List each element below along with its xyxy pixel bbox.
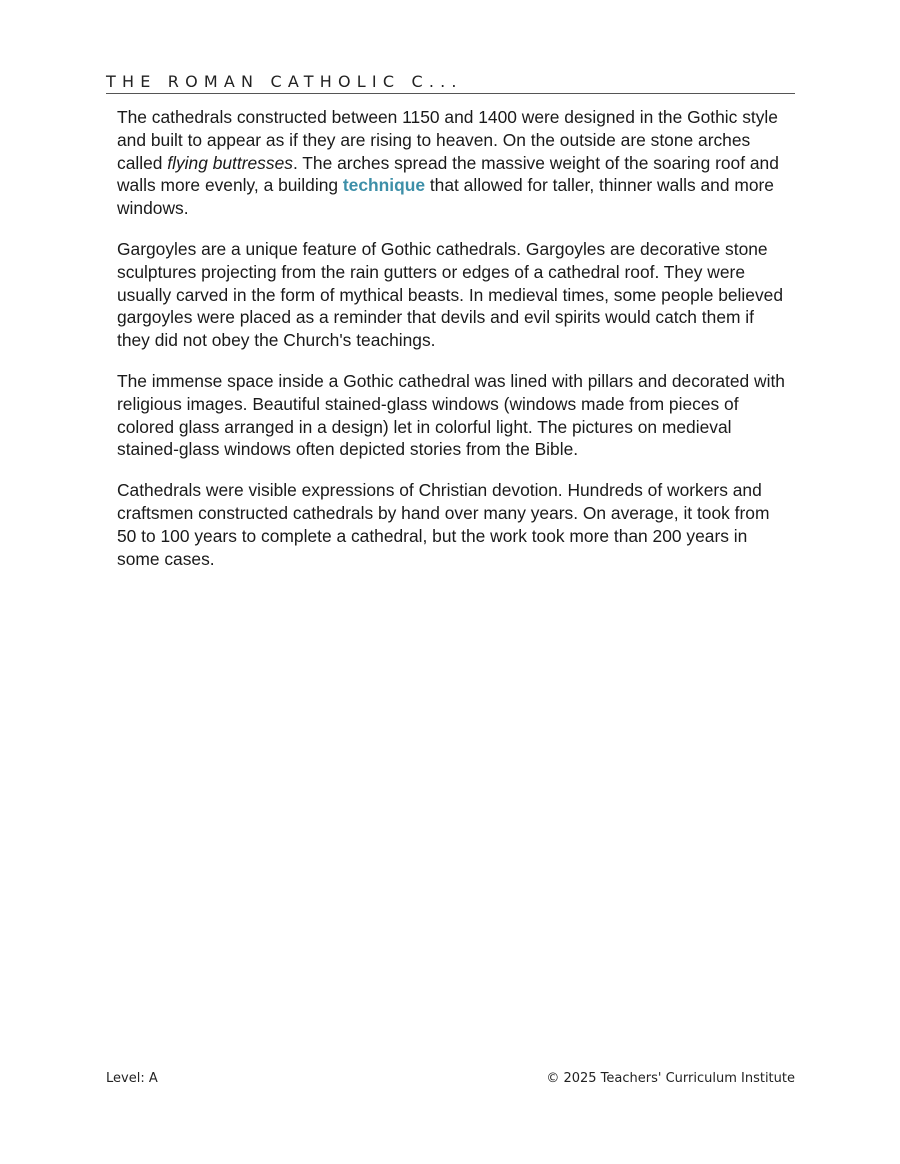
technique-vocab-link[interactable]: technique (342, 175, 426, 196)
reading-content (117, 106, 789, 588)
paragraph-4: Cathedrals were visible expressions of Christian devotion. Hundreds of workers and craftsmen constructed cathedrals by hand over many years. On average, it took from 50 to 100 years to complete a cathedral, but the work took more than 200 years in some cases. (117, 480, 770, 569)
paragraph-1-text-a: The cathedrals constructed between 1150 and 1400 were designed in the Gothic style and built to appear as if they are rising to heaven. On the outside are stone arches called (117, 107, 778, 173)
paragraph-1 (117, 106, 789, 220)
reading-level: Level: A (106, 1071, 158, 1086)
page-title: THE ROMAN CATHOLIC C... (106, 72, 463, 91)
page-header (106, 72, 795, 94)
copyright-notice: © 2025 Teachers' Curriculum Institute (546, 1071, 795, 1086)
paragraph-1-text-b: . The arches spread the massive weight of the soaring roof and walls more evenly, a building (117, 152, 779, 196)
paragraph-1-text-c: that allowed for taller, thinner walls and more windows. (117, 175, 774, 219)
flying-buttresses-term: flying buttresses (167, 152, 293, 173)
paragraph-2: Gargoyles are a unique feature of Gothic cathedrals. Gargoyles are decorative stone sculptures projecting from the rain gutters or edges of a cathedral roof. They were usually carved in the form of mythical beasts. In medieval times, some people believed gargoyles were placed as a reminder that devils and evil spirits would catch them if they did not obey the Church's teachings. (117, 238, 783, 351)
paragraph-3: The immense space inside a Gothic cathedral was lined with pillars and decorated with religious images. Beautiful stained-glass windows (windows made from pieces of colored glass arranged in a design) let in colorful light. The pictures on medieval stained-glass windows often depicted stories from the Bible. (117, 370, 785, 460)
page-footer (106, 1071, 795, 1089)
